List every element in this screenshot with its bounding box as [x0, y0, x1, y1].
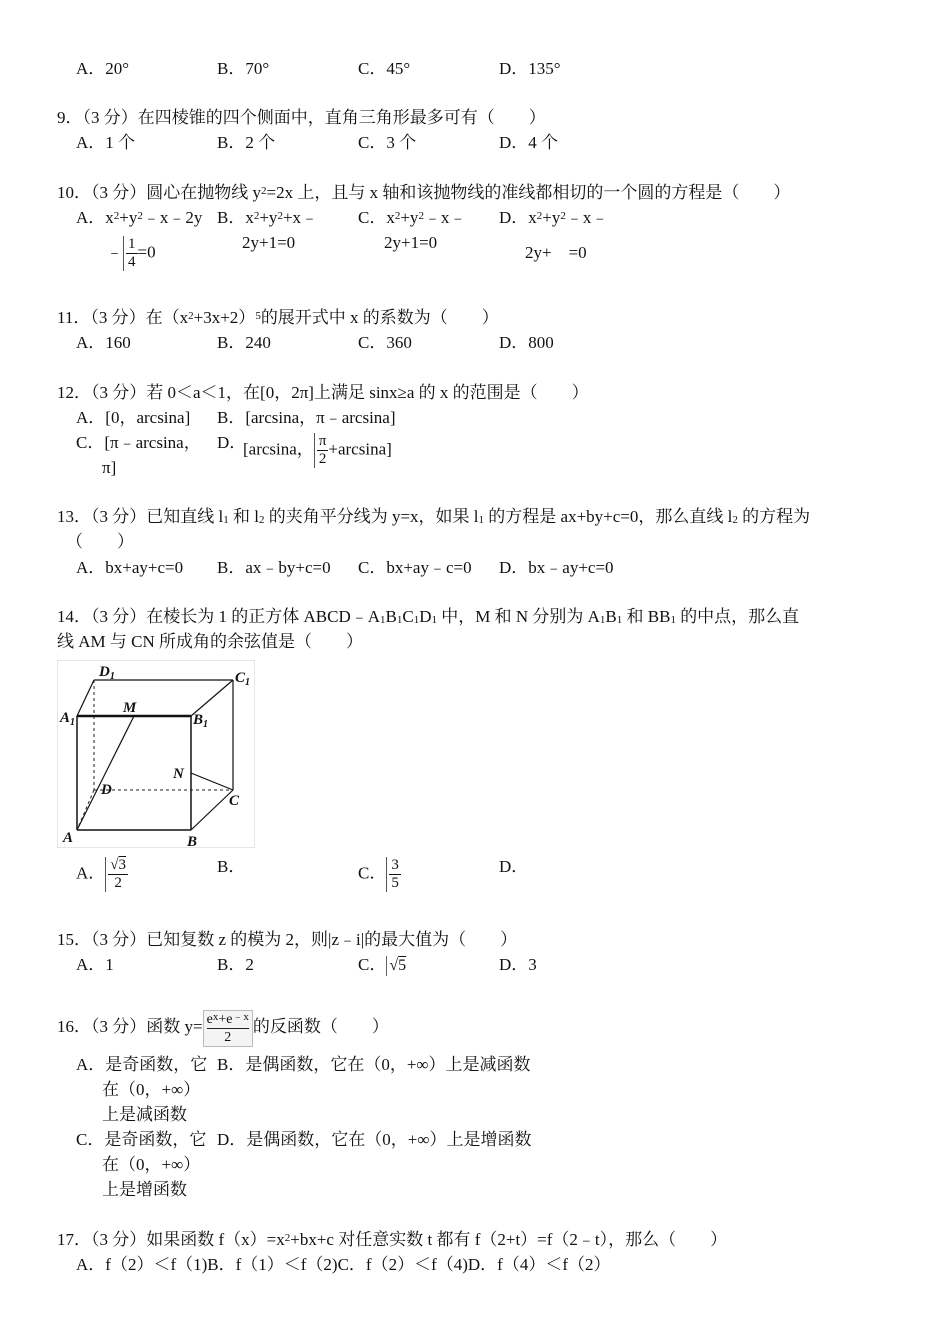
- q15-option-b: B．2: [217, 955, 254, 974]
- q15-option-a: A．1: [76, 955, 114, 974]
- q12-option-a: A．[0，arcsina]: [76, 408, 191, 427]
- q10-option-b: B．$x^2+y^2+x﹣$: [217, 208, 319, 227]
- q9-option-a: A．1 个: [76, 133, 136, 152]
- label-b: B: [187, 834, 198, 848]
- q16-option-a-line3: 上是减函数: [102, 1105, 187, 1124]
- q16-option-d: D．是偶函数，它在（0，+∞）上是增函数: [217, 1130, 532, 1149]
- q12-option-c: C．[π﹣arcsina，: [76, 433, 201, 452]
- q11-option-b: B．240: [217, 333, 271, 352]
- q13-stem: 13．（3 分）已知直线 $l_1$ 和 $l_2$ 的夹角平分线为 y=x，如果 $l_1$ 的方程是 ax+by+c=0，那么直线 $l_2$ 的方程为: [57, 507, 811, 526]
- q12-option-c-cont: π]: [102, 458, 117, 477]
- q16-stem: 16．（3 分）函数 y= $\frac{e^x+e^{﹣x}}{2}$的反函数（ ）: [57, 1010, 389, 1045]
- q12-stem: 12．（3 分）若 0＜a＜1，在[0，2π]上满足 sinx≥a 的 x 的范围是（ ）: [57, 383, 589, 402]
- label-a1: $A_1$: [60, 710, 76, 728]
- figure-frame: [57, 660, 255, 848]
- q17-options: A．f（2）＜f（1)B．f（1）＜f（2)C．f（2）＜f（4)D．f（4）＜f（2）: [76, 1255, 611, 1274]
- q16-option-a-line2: 在（0，+∞）: [102, 1080, 201, 1099]
- q16-option-c-line2: 在（0，+∞）: [102, 1155, 201, 1174]
- q14-option-a: A． $\frac{√3}{2}$: [76, 857, 127, 892]
- label-c: C: [229, 793, 240, 809]
- q10-option-a-cont: ﹣ $\frac{1}{4}$ =0: [106, 236, 156, 270]
- q8-option-a: A．20°: [76, 59, 130, 78]
- label-d: D: [101, 782, 112, 798]
- q10-option-d: D．$x^2+y^2﹣x﹣$: [499, 208, 609, 227]
- q16-option-a: A．是奇函数，它: [76, 1055, 208, 1074]
- q13-option-c: C．bx+ay﹣c=0: [358, 558, 472, 577]
- q11-option-d: D．800: [499, 333, 554, 352]
- q14-option-c: C． $\frac{3}{5}$: [358, 857, 399, 891]
- q14-option-b: B．: [217, 857, 246, 876]
- q11-option-c: C．360: [358, 333, 412, 352]
- q14-stem-cont: 线 AM 与 CN 所成角的余弦值是（ ）: [57, 632, 364, 651]
- fraction-three-fifths: $\frac{3}{5}$: [386, 857, 401, 892]
- q9-option-b: B．2 个: [217, 133, 276, 152]
- q8-option-d: D．135°: [499, 59, 561, 78]
- fraction-cosh: $\frac{e^x+e^{﹣x}}{2}$: [203, 1010, 253, 1047]
- q12-option-d: [arcsina， $\frac{\pi}{2}$ +arcsina]: [243, 433, 392, 467]
- q16-option-c-line3: 上是增函数: [102, 1180, 187, 1199]
- label-b1: $B_1$: [193, 712, 209, 730]
- q9-stem: 9．（3 分）在四棱锥的四个侧面中，直角三角形最多可有（ ）: [57, 108, 546, 127]
- q11-stem: 11．（3 分）在$(x^2+3x+2)^5$的展开式中 x 的系数为（ ）: [57, 308, 499, 327]
- q15-option-d: D．3: [499, 955, 537, 974]
- fraction-one-quarter: $\frac{1}{4}$: [123, 236, 138, 271]
- q13-option-d: D．bx﹣ay+c=0: [499, 558, 614, 577]
- label-a: A: [63, 830, 74, 846]
- label-d1: $D_1$: [99, 664, 115, 682]
- q10-option-c-cont: 2y+1=0: [384, 233, 438, 252]
- q15-stem: 15．（3 分）已知复数 z 的模为 2，则|z﹣i|的最大值为（ ）: [57, 930, 518, 949]
- q16-option-b: B．是偶函数，它在（0，+∞）上是减函数: [217, 1055, 531, 1074]
- q10-option-b-cont: 2y+1=0: [242, 233, 296, 252]
- q10-option-a: A．$x^2+y^2﹣x﹣2y$: [76, 208, 203, 227]
- fraction-pi-over-two: $\frac{\pi}{2}$: [314, 433, 329, 468]
- q13-option-a: A．bx+ay+c=0: [76, 558, 184, 577]
- q12-option-b: B．[arcsina，π﹣arcsina]: [217, 408, 396, 427]
- q14-stem: 14．（3 分）在棱长为 1 的正方体 $ABCD﹣A_1B_1C_1D_1$ 中，M 和 N 分别为 $A_1B_1$ 和 $BB_1$ 的中点，那么直: [57, 607, 800, 626]
- q8-option-b: B．70°: [217, 59, 270, 78]
- q14-option-d: D．: [499, 857, 529, 876]
- q10-stem: 10．（3 分）圆心在抛物线 $y^2=2x$ 上，且与 x 轴和该抛物线的准线都相切的一个圆的方程是（ ）: [57, 183, 791, 202]
- q11-option-a: A．160: [76, 333, 131, 352]
- q16-option-c: C．是奇函数，它: [76, 1130, 207, 1149]
- q12-option-d-label: D．: [217, 433, 247, 452]
- sqrt-five: √5: [386, 956, 406, 976]
- q13-stem-cont: （ ）: [66, 532, 134, 551]
- fraction-root3-over-2: $\frac{√3}{2}$: [105, 857, 128, 892]
- label-c1: $C_1$: [235, 670, 251, 688]
- q8-option-c: C．45°: [358, 59, 411, 78]
- q10-option-c: C．$x^2+y^2﹣x﹣$: [358, 208, 467, 227]
- q15-option-c: C． √5: [358, 955, 407, 975]
- label-m: M: [123, 700, 137, 716]
- q9-option-c: C．3 个: [358, 133, 417, 152]
- q10-option-d-cont: 2y+ =0: [525, 243, 587, 262]
- label-n: N: [173, 766, 184, 782]
- q13-option-b: B．ax﹣by+c=0: [217, 558, 331, 577]
- cube-figure: [57, 660, 255, 848]
- q17-stem: 17．（3 分）如果函数 $f(x)=x^2+bx+c$ 对任意实数 t 都有 f（2+t）=f（2﹣t），那么（ ）: [57, 1230, 728, 1249]
- q9-option-d: D．4 个: [499, 133, 559, 152]
